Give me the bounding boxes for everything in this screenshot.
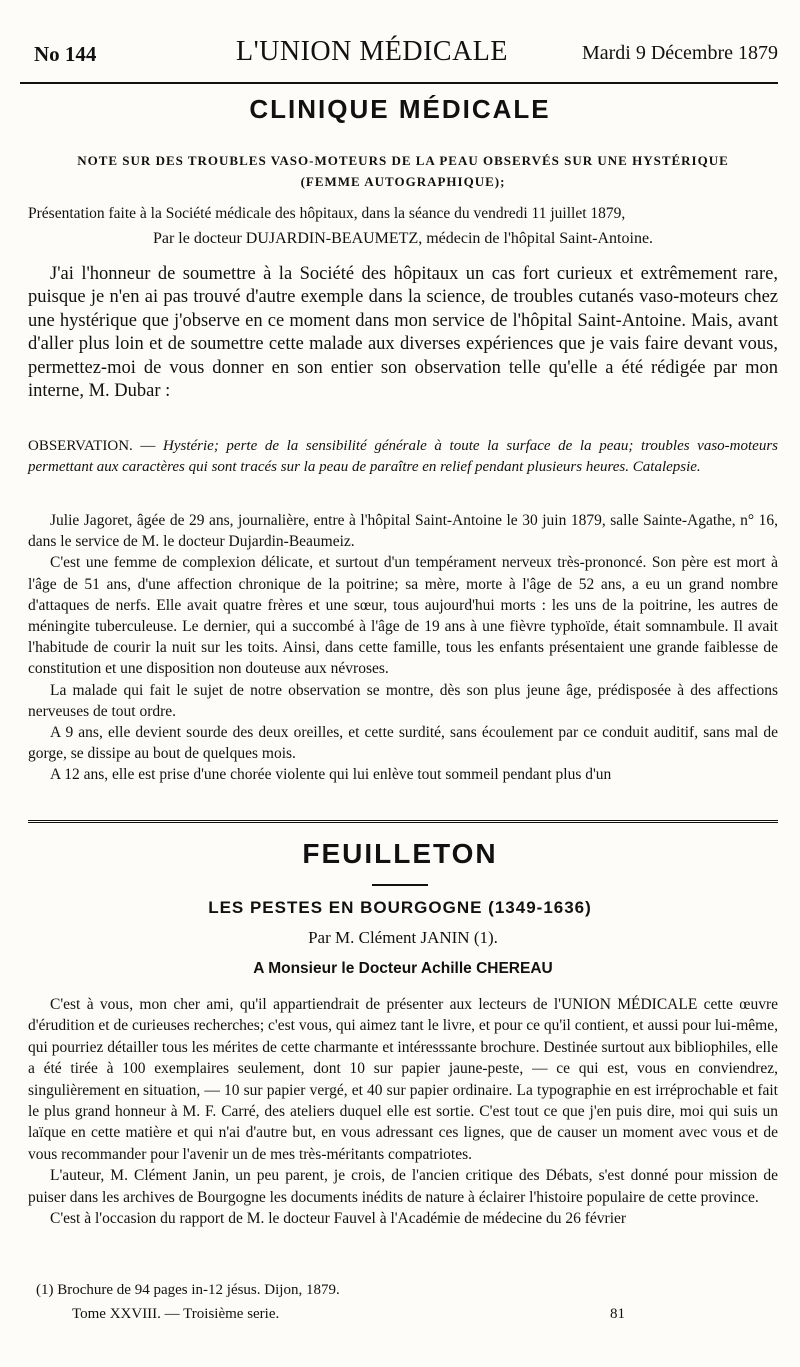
feuilleton-paragraph: L'auteur, M. Clément Janin, un peu parent, je crois, de l'ancien critique des Débats, s'est donné pour mission de puiser dans les archives de Bourgogne les documents inédits de nature à éclairer l'histoire populaire de cette province. [28, 1167, 778, 1206]
obs-paragraph: La malade qui fait le sujet de notre observation se montre, dès son plus jeune âge, prédisposée à des affections nerveuses de tout ordre. [28, 681, 778, 720]
obs-paragraph: A 12 ans, elle est prise d'une chorée violente qui lui enlève tout sommeil pendant plus d'un [50, 766, 612, 784]
feuilleton-body [28, 994, 778, 1229]
obs-paragraph: C'est une femme de complexion délicate, et surtout d'un tempérament nerveux très-prononcé. Son père est mort à l'âge de 51 ans, d'une affection chronique de la poitrine; sa mère, morte à l'âge de 52 ans, a eu un grand nombre d'attaques de nerfs. Elle avait quatre frères et une sœur, tous aujourd'hui morts : les uns de la poitrine, les autres de méningite tuberculeuse. Le dernier, qui a succombé à l'âge de 19 ans à une fièvre typhoïde, était somnambule. Il avait l'habitude de courir la nuit sur les toits. Ainsi, dans cette famille, tous les enfants présentaient une grande faiblesse de constitution et une disposition non douteuse aux névroses. [28, 554, 778, 678]
obs-paragraph: A 9 ans, elle devient sourde des deux oreilles, et cette surdité, sans écoulement par ce conduit auditif, sans mal de gorge, se dissipe au bout de quelques mois. [28, 724, 778, 763]
footnote: (1) Brochure de 94 pages in-12 jésus. Dijon, 1879. [36, 1282, 340, 1298]
feuilleton-dedication: A Monsieur le Docteur Achille CHEREAU [253, 960, 553, 977]
tome-line: Tome XXVIII. — Troisième serie. [72, 1306, 280, 1322]
observation-title: Hystérie; perte de la sensibilité générale à toute la surface de la peau; troubles vaso-moteurs permettant aux caractères qui sont tracés sur la peau de paraître en relief pendant plusieurs heures. Catalepsie. [28, 438, 778, 475]
page-number: 81 [610, 1306, 625, 1322]
feuilleton-section-title: FEUILLETON [302, 838, 498, 869]
note-title [28, 150, 778, 192]
observation-label: OBSERVATION. — [28, 438, 156, 454]
page-header [28, 28, 778, 72]
feuilleton-short-rule [372, 884, 428, 886]
note-title-line2: (FEMME AUTOGRAPHIQUE); [300, 174, 506, 189]
feuilleton-paragraph: C'est à vous, mon cher ami, qu'il appartiendrait de présenter aux lecteurs de l'UNION MÉDICALE cette œuvre d'érudition et de curieuses recherches; c'est vous, qui aimez tant le livre, et pour ce qu'il contient, et aussi pour lui-même, qui pourriez détailler tous les mérites de cette charmante et intéresssante brochure. Destinée surtout aux bibliophiles, elle a été tirée à 100 exemplaires seulement, dont 10 sur papier jaune-peste, — ce qui est, vous en conviendrez, singulièrement en situation, — 10 sur papier vergé, et 40 sur papier ordinaire. La typographie en est irréprochable et fait le plus grand honneur à M. F. Carré, des ateliers duquel elle est sortie. C'est tout ce que j'en puis dire, moi qui suis un laïque en cette matière et qui n'ai d'autre but, en vous adressant ces lignes, que de causer un moment avec vous et de vous recommander pour l'avenir un de mes très-méritants compatriotes. [28, 996, 778, 1163]
intro-paragraph: J'ai l'honneur de soumettre à la Société des hôpitaux un cas fort curieux et extrêmement rare, puisque je n'en ai pas trouvé d'autre exemple dans la science, de troubles cutanés vaso-moteurs chez une hystérique que j'observe en ce moment dans mon service de l'hôpital Saint-Antoine. Mais, avant d'aller plus loin et de soumettre cette malade aux diverses expériences que je vais faire devant vous, permettez-moi de vous donner en son entier son observation telle qu'elle a été rédigée par mon interne, M. Dubar : [28, 264, 778, 402]
issue-number: No 144 [34, 42, 97, 66]
observation-heading [28, 436, 778, 477]
presentation-line: Présentation faite à la Société médicale des hôpitaux, dans la séance du vendredi 11 juillet 1879, [28, 205, 626, 222]
feuilleton-article-title: LES PESTES EN BOURGOGNE (1349-1636) [208, 898, 592, 917]
feuilleton-byline: Par M. Clément JANIN (1). [308, 928, 498, 947]
journal-title: L'UNION MÉDICALE [236, 36, 509, 67]
author-line: Par le docteur DUJARDIN-BEAUMETZ, médecin de l'hôpital Saint-Antoine. [152, 230, 654, 247]
clinique-section-title: CLINIQUE MÉDICALE [249, 94, 551, 124]
feuilleton-paragraph: C'est à l'occasion du rapport de M. le docteur Fauvel à l'Académie de médecine du 26 février [50, 1210, 627, 1228]
observation-body [28, 510, 778, 786]
obs-paragraph: Julie Jagoret, âgée de 29 ans, journalière, entre à l'hôpital Saint-Antoine le 30 juin 1879, salle Sainte-Agathe, n° 16, dans le service de M. le docteur Dujardin-Beaumeiz. [28, 512, 778, 551]
note-title-line1: NOTE SUR DES TROUBLES VASO-MOTEURS DE LA PEAU OBSERVÉS SUR UNE HYSTÉRIQUE [77, 153, 729, 168]
issue-date: Mardi 9 Décembre 1879 [581, 42, 778, 64]
header-rule [20, 82, 778, 84]
feuilleton-separator [28, 820, 778, 823]
